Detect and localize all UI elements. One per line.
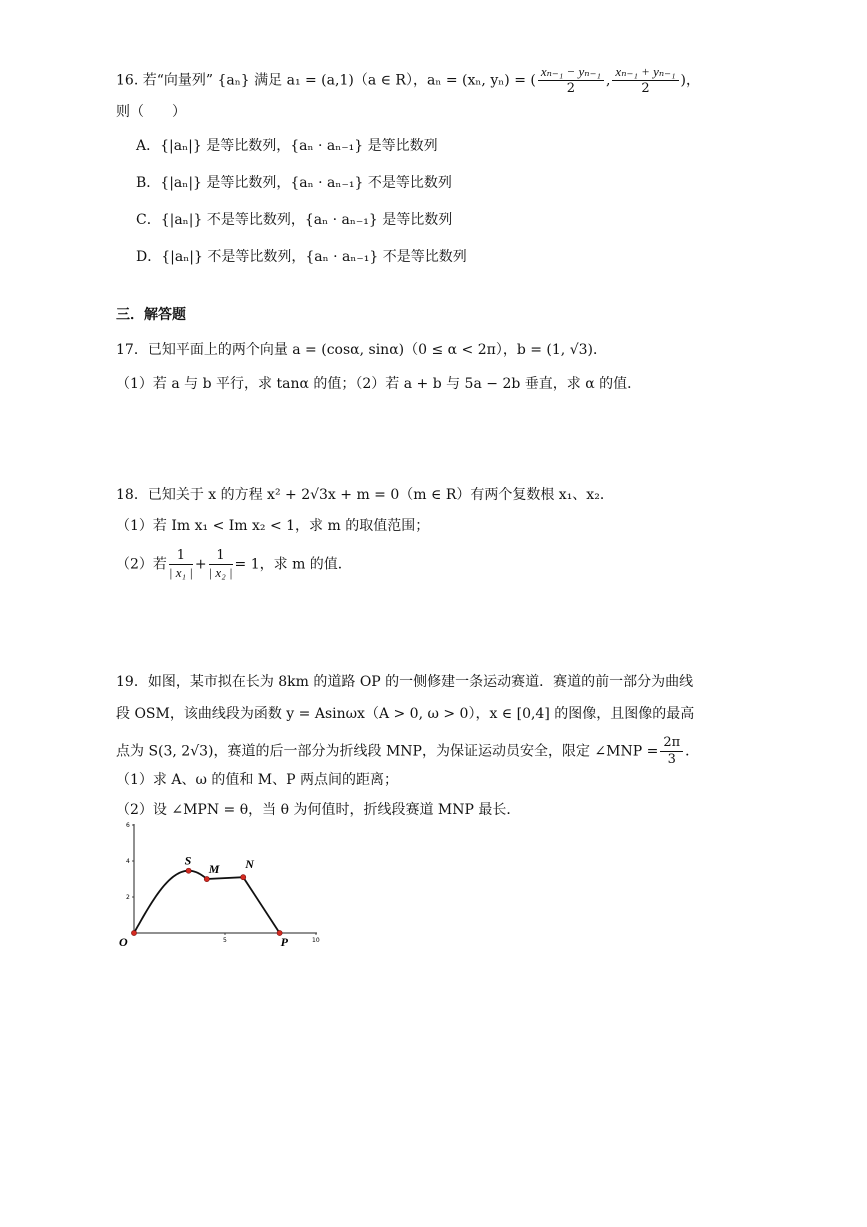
q18-frac1-numerator: 1 [169, 548, 193, 565]
label-n: N [245, 857, 254, 872]
q19-fraction [660, 735, 683, 768]
q18-frac2-denominator: | x₂ | [208, 565, 233, 580]
track-polyline-mnp [207, 877, 280, 933]
q19-line3 [116, 735, 699, 768]
q18-line2: （1）若 Im x₁ < Im x₂ < 1，求 m 的取值范围； [116, 518, 430, 534]
q19-line1: 19．如图，某市拟在长为 8km 的道路 OP 的一侧修建一条运动赛道．赛道的前一部分为曲线 [116, 674, 694, 690]
y-tick-label-4: 4 [126, 858, 130, 865]
q17-line1: 17．已知平面上的两个向量 a = (cosα, sinα)（0 ≤ α < 2π），b = (1, √3)． [116, 342, 607, 358]
q18-fraction-2 [209, 548, 233, 581]
q19-line3-suffix: ． [685, 743, 700, 760]
y-tick-label-2: 2 [126, 894, 130, 901]
q16-fraction-2 [612, 64, 678, 97]
x-tick-label-5: 5 [223, 937, 227, 944]
x-tick-label-10: 10 [312, 937, 320, 944]
q18-frac2-numerator: 1 [209, 548, 233, 565]
q16-frac1-numerator: xₙ₋₁ − yₙ₋₁ [538, 64, 604, 81]
q16-option-c: C．{|aₙ|} 不是等比数列，{aₙ · aₙ₋₁} 是等比数列 [136, 212, 453, 228]
q16-frac1-denominator: 2 [566, 81, 576, 96]
y-tick-label-6: 6 [126, 822, 130, 829]
track-figure [112, 818, 327, 958]
q16-frac2-denominator: 2 [641, 81, 650, 96]
q16-text: 16. 若“向量列” {aₙ} 满足 a₁ = (a,1)（a ∈ R），aₙ = (xₙ, yₙ) = ( [116, 72, 536, 89]
q16-option-a: A．{|aₙ|} 是等比数列，{aₙ · aₙ₋₁} 是等比数列 [136, 138, 438, 154]
point-o [131, 930, 136, 935]
q18-fraction-1 [169, 548, 193, 581]
section-heading: 三．解答题 [116, 307, 186, 323]
point-n [241, 875, 246, 880]
q16-frac2-numerator: xₙ₋₁ + yₙ₋₁ [612, 64, 678, 81]
q16-fraction-1 [538, 64, 604, 97]
q18-frac1-denominator: | x₁ | [168, 565, 193, 580]
label-s: S [184, 853, 192, 868]
q18-line3-prefix: （2）若 [116, 556, 167, 573]
label-m: M [208, 862, 220, 877]
track-curve-osm [134, 871, 207, 933]
q18-line1: 18．已知关于 x 的方程 x² + 2√3x + m = 0（m ∈ R）有两个复数根 x₁、x₂． [116, 487, 614, 503]
q19-line3-prefix: 点为 S(3, 2√3)，赛道的后一部分为折线段 MNP，为保证运动员安全，限定 ∠MNP = [116, 743, 659, 760]
q16-line1 [116, 64, 700, 97]
point-s [186, 868, 191, 873]
q16-separator: , [605, 72, 611, 89]
q19-line5: （2）设 ∠MPN = θ，当 θ 为何值时，折线段赛道 MNP 最长． [116, 802, 521, 818]
q18-plus: + [194, 556, 207, 573]
label-o: O [119, 935, 128, 949]
point-m [204, 876, 209, 881]
label-p: P [280, 935, 288, 949]
q16-option-b: B．{|aₙ|} 是等比数列，{aₙ · aₙ₋₁} 不是等比数列 [136, 175, 452, 191]
q16-option-d: D．{|aₙ|} 不是等比数列，{aₙ · aₙ₋₁} 不是等比数列 [136, 249, 467, 265]
q19-frac-numerator: 2π [660, 735, 683, 752]
q16-line1-end: )， [680, 72, 701, 89]
q16-line2: 则（ ） [116, 104, 186, 120]
axis-ticks [132, 825, 316, 935]
q17-line2: （1）若 a 与 b 平行，求 tanα 的值；（2）若 a + b 与 5a − 2b 垂直，求 α 的值． [116, 376, 642, 392]
q18-line3-suffix: = 1，求 m 的值． [234, 556, 352, 573]
q19-line2: 段 OSM，该曲线段为函数 y = Asinωx（A > 0, ω > 0），x ∈ [0,4] 的图像，且图像的最高 [116, 706, 695, 722]
q19-frac-denominator: 3 [667, 752, 676, 767]
q19-line4: （1）求 A、ω 的值和 M、P 两点间的距离； [116, 772, 398, 788]
q18-line3 [116, 548, 352, 581]
